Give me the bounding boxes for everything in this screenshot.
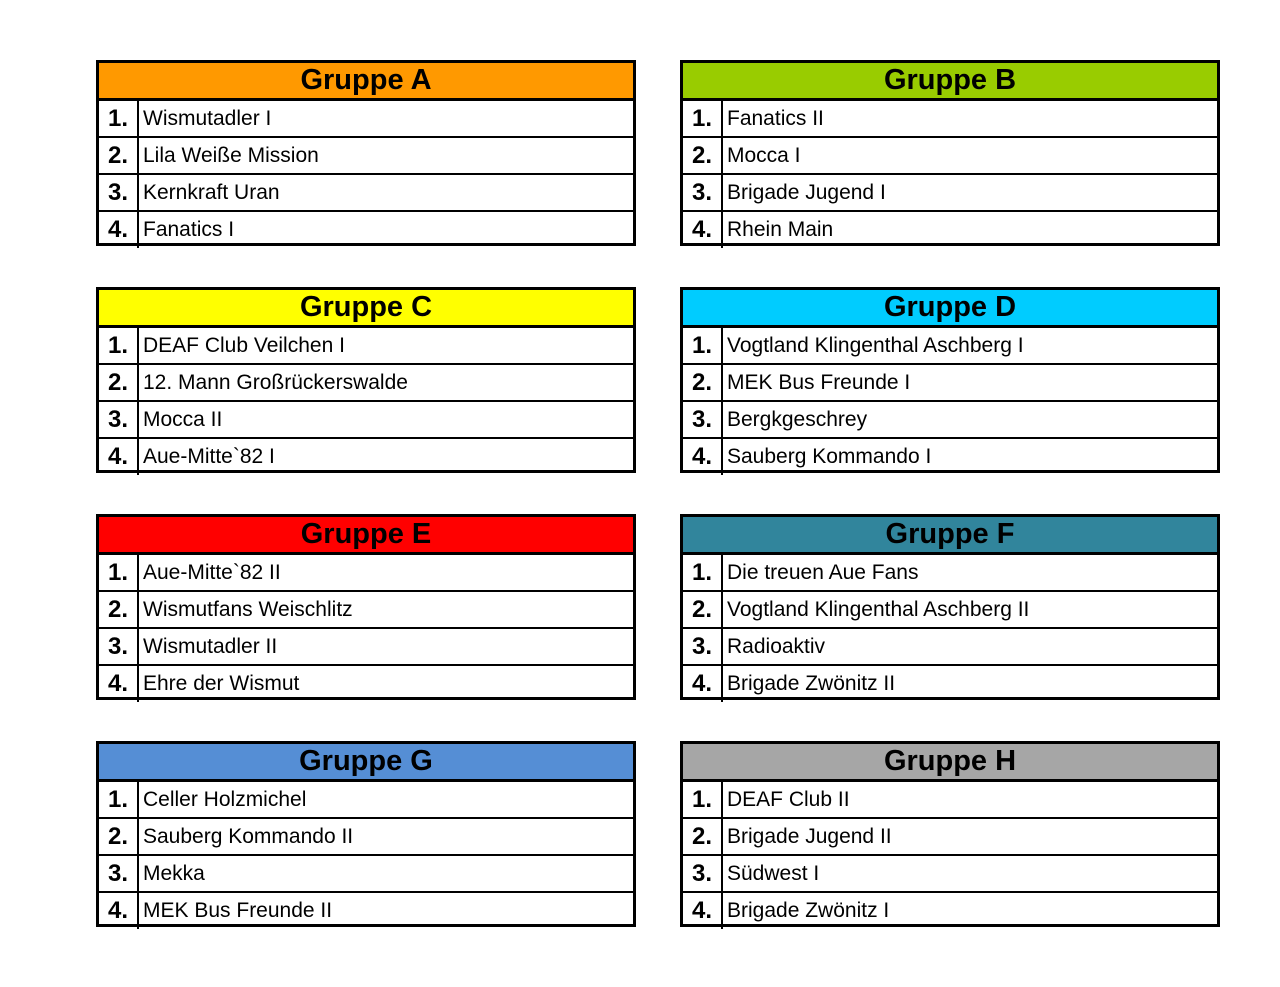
rank-cell: 4. <box>99 439 139 475</box>
table-row <box>99 592 633 629</box>
rank-cell: 3. <box>99 629 139 664</box>
team-cell: DEAF Club Veilchen I <box>143 333 345 357</box>
group-g-header: Gruppe G <box>99 744 633 782</box>
team-cell: Vogtland Klingenthal Aschberg I <box>727 333 1024 357</box>
table-row <box>683 439 1217 475</box>
table-row <box>683 555 1217 592</box>
table-row <box>99 101 633 138</box>
team-cell: Aue-Mitte`82 II <box>143 560 281 584</box>
team-cell: Rhein Main <box>727 218 834 241</box>
table-row <box>683 629 1217 666</box>
rank-cell: 4. <box>99 212 139 248</box>
rank-cell: 2. <box>683 592 723 627</box>
table-row <box>99 402 633 439</box>
team-cell: 12. Mann Großrückerswalde <box>143 370 408 394</box>
table-row <box>99 365 633 402</box>
table-row <box>99 175 633 212</box>
team-cell: DEAF Club II <box>727 787 850 811</box>
rank-cell: 4. <box>99 893 139 929</box>
team-cell: Ehre der Wismut <box>143 672 300 695</box>
rank-cell: 4. <box>683 893 723 929</box>
table-row <box>683 782 1217 819</box>
team-cell: Lila Weiße Mission <box>143 143 319 167</box>
table-row <box>99 666 633 702</box>
table-row <box>99 212 633 248</box>
table-row <box>99 138 633 175</box>
group-e-header: Gruppe E <box>99 517 633 555</box>
group-a-header: Gruppe A <box>99 63 633 101</box>
rank-cell: 3. <box>683 629 723 664</box>
rank-cell: 1. <box>99 328 139 363</box>
team-cell: Mocca II <box>143 407 223 431</box>
group-d-table <box>680 287 1220 473</box>
team-cell: Wismutadler I <box>143 106 272 130</box>
group-b-header: Gruppe B <box>683 63 1217 101</box>
rank-cell: 2. <box>99 819 139 854</box>
team-cell: Mocca I <box>727 143 801 167</box>
team-cell: Kernkraft Uran <box>143 180 280 204</box>
group-f-table <box>680 514 1220 700</box>
rank-cell: 3. <box>99 402 139 437</box>
team-cell: Wismutfans Weischlitz <box>143 597 353 621</box>
rank-cell: 2. <box>99 365 139 400</box>
table-row <box>683 328 1217 365</box>
table-row <box>99 328 633 365</box>
rank-cell: 2. <box>683 819 723 854</box>
group-a-table <box>96 60 636 246</box>
table-row <box>683 175 1217 212</box>
rank-cell: 4. <box>683 212 723 248</box>
rank-cell: 4. <box>683 666 723 702</box>
table-row <box>99 782 633 819</box>
team-cell: Radioaktiv <box>727 634 826 658</box>
team-cell: Sauberg Kommando II <box>143 824 354 848</box>
table-row <box>99 893 633 929</box>
group-c-table <box>96 287 636 473</box>
rank-cell: 1. <box>683 328 723 363</box>
rank-cell: 2. <box>683 138 723 173</box>
table-row <box>99 819 633 856</box>
group-b-table <box>680 60 1220 246</box>
team-cell: Vogtland Klingenthal Aschberg II <box>727 597 1030 621</box>
group-c-header: Gruppe C <box>99 290 633 328</box>
table-row <box>683 402 1217 439</box>
rank-cell: 1. <box>683 101 723 136</box>
team-cell: MEK Bus Freunde II <box>143 899 333 922</box>
rank-cell: 3. <box>99 175 139 210</box>
table-row <box>683 666 1217 702</box>
group-h-header: Gruppe H <box>683 744 1217 782</box>
rank-cell: 3. <box>683 175 723 210</box>
table-row <box>99 856 633 893</box>
group-f-header: Gruppe F <box>683 517 1217 555</box>
table-row <box>683 592 1217 629</box>
rank-cell: 3. <box>99 856 139 891</box>
rank-cell: 2. <box>99 592 139 627</box>
rank-cell: 1. <box>99 555 139 590</box>
group-h-table <box>680 741 1220 927</box>
table-row <box>99 439 633 475</box>
rank-cell: 4. <box>99 666 139 702</box>
team-cell: Mekka <box>143 861 205 885</box>
rank-cell: 4. <box>683 439 723 475</box>
table-row <box>99 555 633 592</box>
rank-cell: 1. <box>683 782 723 817</box>
rank-cell: 2. <box>99 138 139 173</box>
team-cell: Sauberg Kommando I <box>727 445 932 468</box>
group-e-table <box>96 514 636 700</box>
rank-cell: 1. <box>683 555 723 590</box>
rank-cell: 1. <box>99 101 139 136</box>
team-cell: Fanatics I <box>143 218 235 241</box>
table-row <box>683 365 1217 402</box>
table-row <box>683 212 1217 248</box>
table-row <box>683 856 1217 893</box>
team-cell: Bergkgeschrey <box>727 407 868 431</box>
team-cell: Brigade Jugend I <box>727 180 886 204</box>
table-row <box>683 138 1217 175</box>
table-row <box>683 893 1217 929</box>
team-cell: Brigade Zwönitz I <box>727 899 890 922</box>
table-row <box>683 819 1217 856</box>
group-g-table <box>96 741 636 927</box>
rank-cell: 2. <box>683 365 723 400</box>
team-cell: Die treuen Aue Fans <box>727 560 919 584</box>
table-row <box>683 101 1217 138</box>
rank-cell: 3. <box>683 856 723 891</box>
rank-cell: 1. <box>99 782 139 817</box>
team-cell: Aue-Mitte`82 I <box>143 445 275 468</box>
team-cell: Brigade Zwönitz II <box>727 672 896 695</box>
table-row <box>99 629 633 666</box>
team-cell: Celler Holzmichel <box>143 787 307 811</box>
team-cell: MEK Bus Freunde I <box>727 370 911 394</box>
team-cell: Brigade Jugend II <box>727 824 892 848</box>
rank-cell: 3. <box>683 402 723 437</box>
team-cell: Südwest I <box>727 861 820 885</box>
team-cell: Wismutadler II <box>143 634 278 658</box>
group-d-header: Gruppe D <box>683 290 1217 328</box>
team-cell: Fanatics II <box>727 106 824 130</box>
